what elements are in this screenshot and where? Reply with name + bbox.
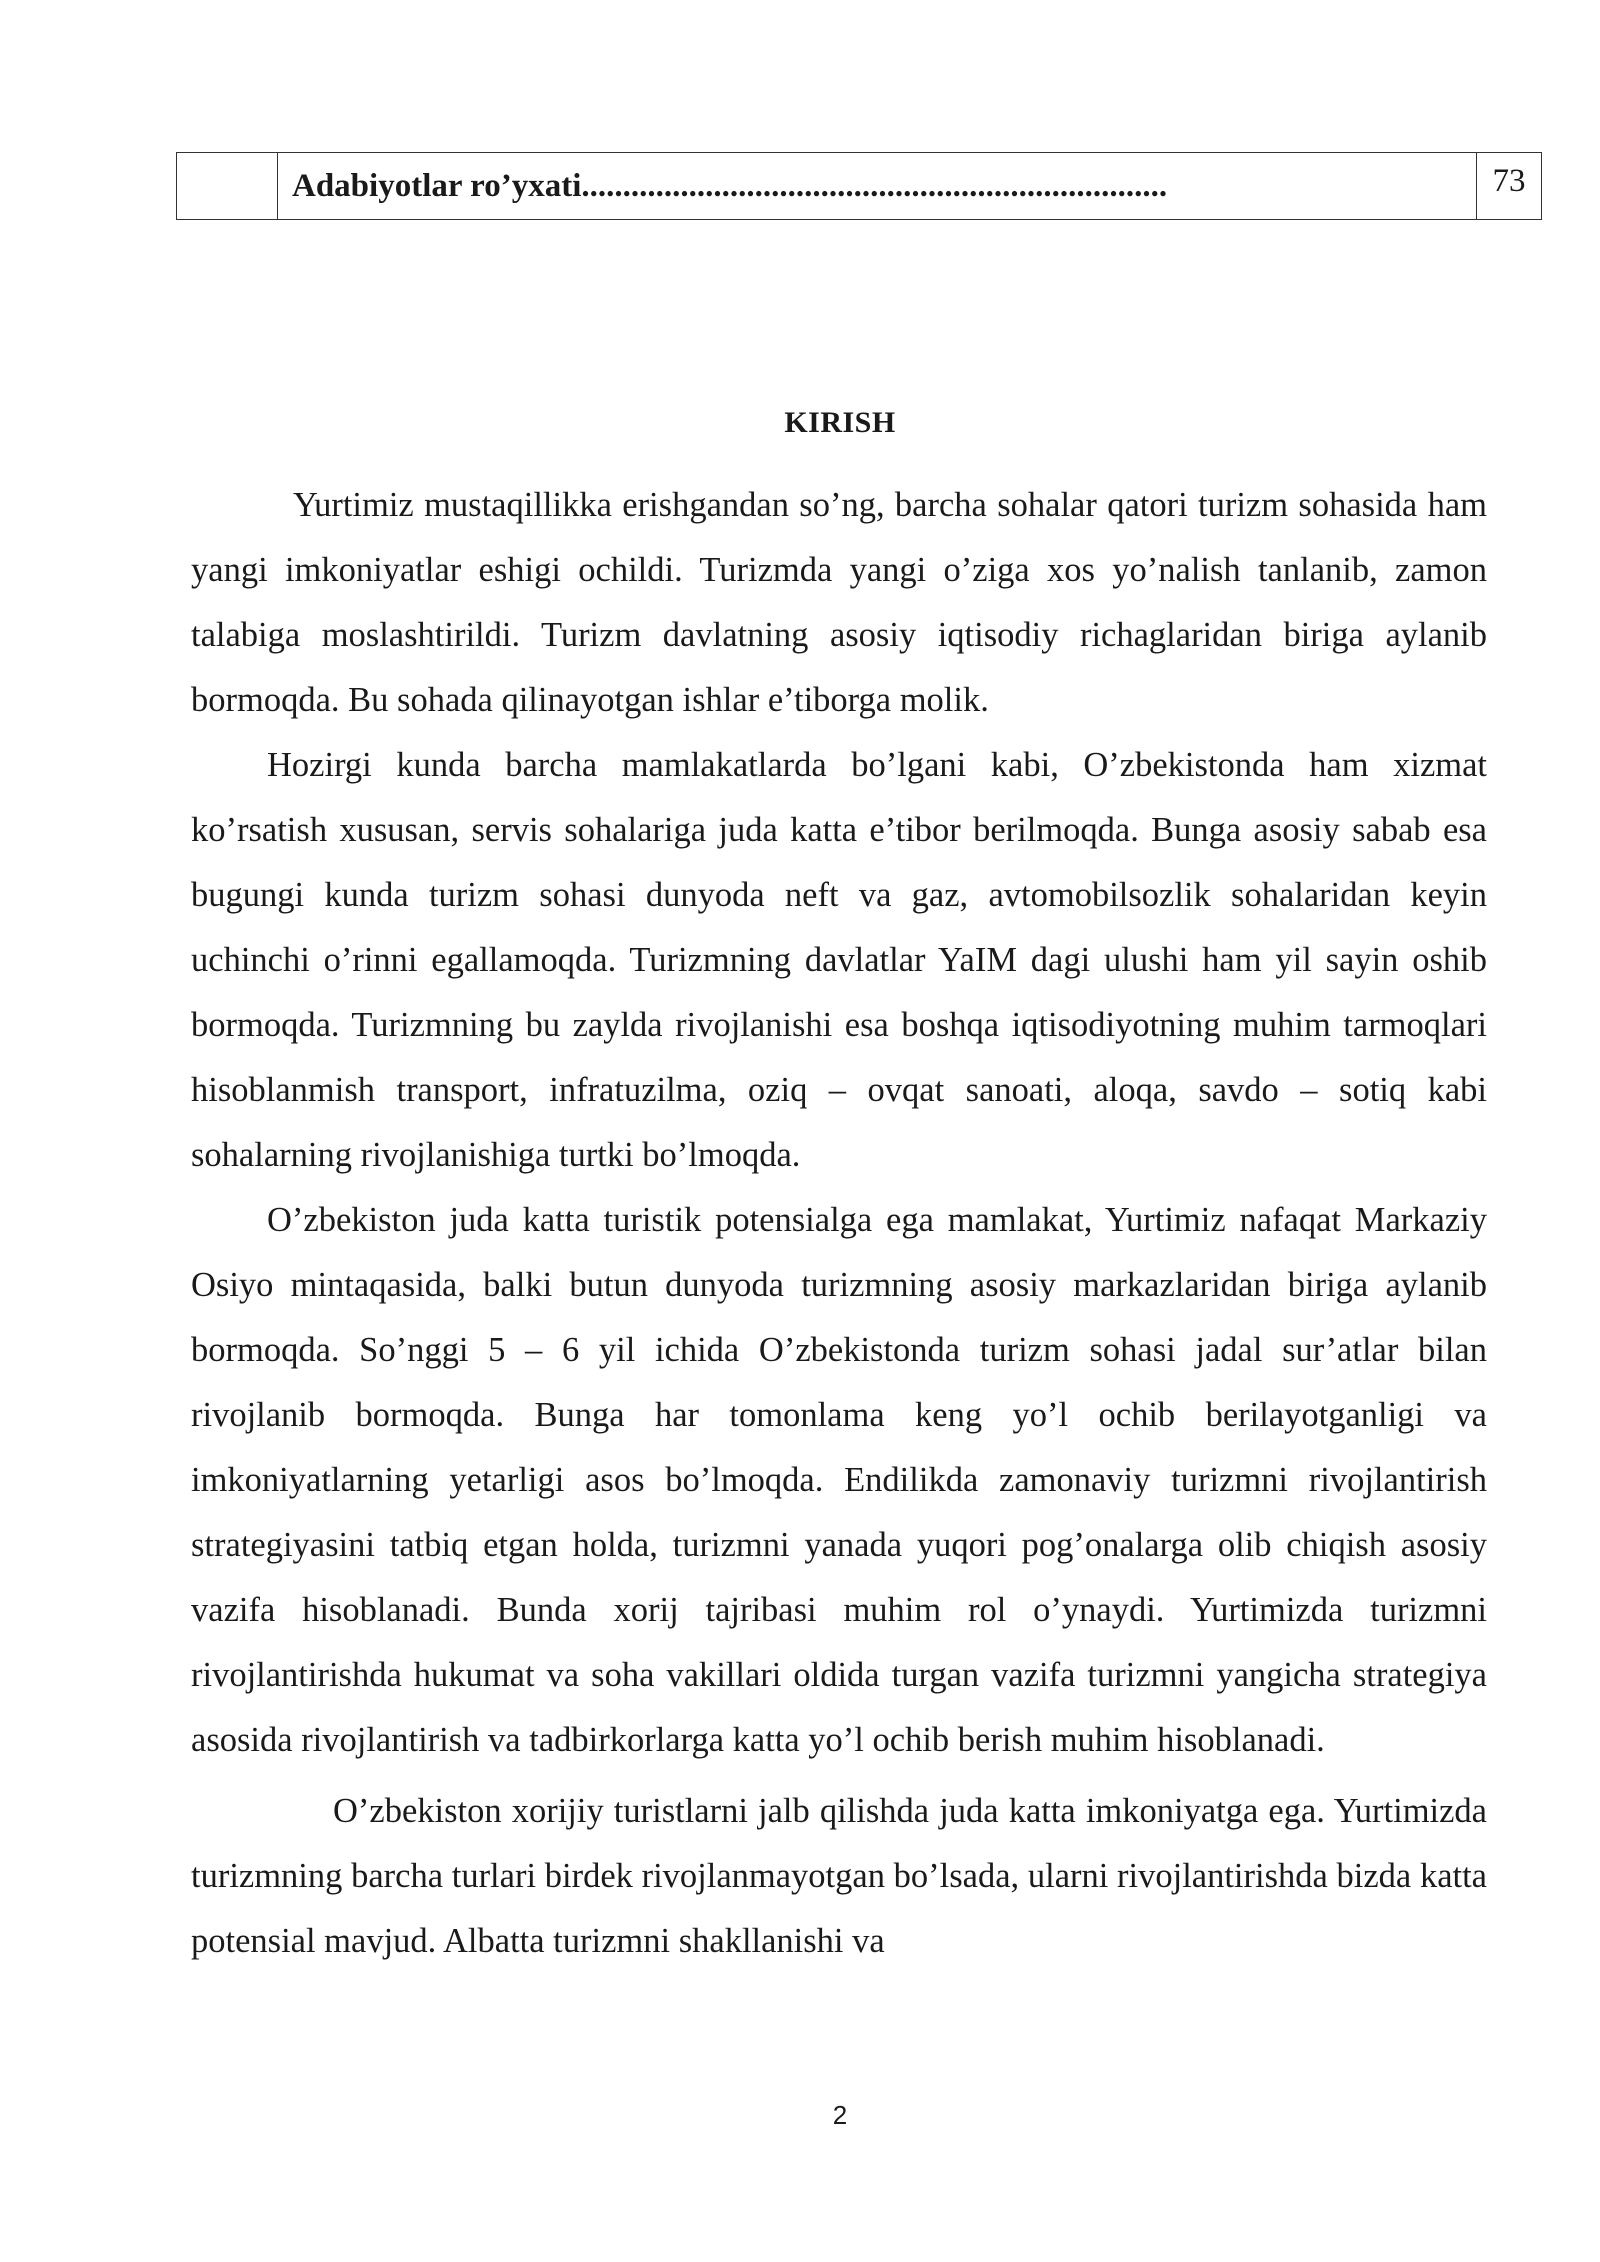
toc-page-cell: 73 [1477,153,1542,220]
body-text [191,473,1487,1974]
toc-title-cell: Adabiyotlar ro’yxati....................................................................... [278,153,1477,220]
toc-table [176,152,1542,220]
section-heading: KIRISH [784,406,896,439]
toc-row [177,153,1542,220]
paragraph: O’zbekiston xorijiy turistlarni jalb qilishda juda katta imkoniyatga ega. Yurtimizda turizmning barcha turlari birdek rivojlanmayotgan bo’lsada, ularni rivojlantirishda bizda katta potensial mavjud. Albatta turizmni shakllanishi va [191,1792,1487,1960]
paragraph: O’zbekiston juda katta turistik potensialga ega mamlakat, Yurtimiz nafaqat Markaziy Osiyo mintaqasida, balki butun dunyoda turizmning asosiy markazlaridan biriga aylanib bormoqda. So’nggi 5 – 6 yil ichida O’zbekistonda turizm sohasi jadal sur’atlar bilan rivojlanib bormoqda. Bunga har tomonlama keng yo’l ochib berilayotganligi va imkoniyatlarning yetarligi asos bo’lmoqda. Endilikda zamonaviy turizmni rivojlantirish strategiyasini tatbiq etgan holda, turizmni yanada yuqori pog’onalarga olib chiqish asosiy vazifa hisoblanadi. Bunda xorij tajribasi muhim rol o’ynaydi. Yurtimizda turizmni rivojlantirishda hukumat va soha vakillari oldida turgan vazifa turizmni yangicha strategiya asosida rivojlantirish va tadbirkorlarga katta yo’l ochib berish muhim hisoblanadi. [191,1201,1487,1759]
paragraph: Yurtimiz mustaqillikka erishgandan so’ng, barcha sohalar qatori turizm sohasida ham yangi imkoniyatlar eshigi ochildi. Turizmda yangi o’ziga xos yo’nalish tanlanib, zamon talabiga moslashtirildi. Turizm davlatning asosiy iqtisodiy richaglaridan biriga aylanib bormoqda. Bu sohada qilinayotgan ishlar e’tiborga molik. [191,486,1487,719]
toc-number-cell [177,153,278,220]
paragraph: Hozirgi kunda barcha mamlakatlarda bo’lgani kabi, O’zbekistonda ham xizmat ko’rsatish xususan, servis sohalariga juda katta e’tibor berilmoqda. Bunga asosiy sabab esa bugungi kunda turizm sohasi dunyoda neft va gaz, avtomobilsozlik sohalaridan keyin uchinchi o’rinni egallamoqda. Turizmning davlatlar YaIM dagi ulushi ham yil sayin oshib bormoqda. Turizmning bu zaylda rivojlanishi esa boshqa iqtisodiyotning muhim tarmoqlari hisoblanmish transport, infratuzilma, oziq – ovqat sanoati, aloqa, savdo – sotiq kabi sohalarning rivojlanishiga turtki bo’lmoqda. [191,746,1487,1174]
page-number: 2 [832,2100,848,2130]
